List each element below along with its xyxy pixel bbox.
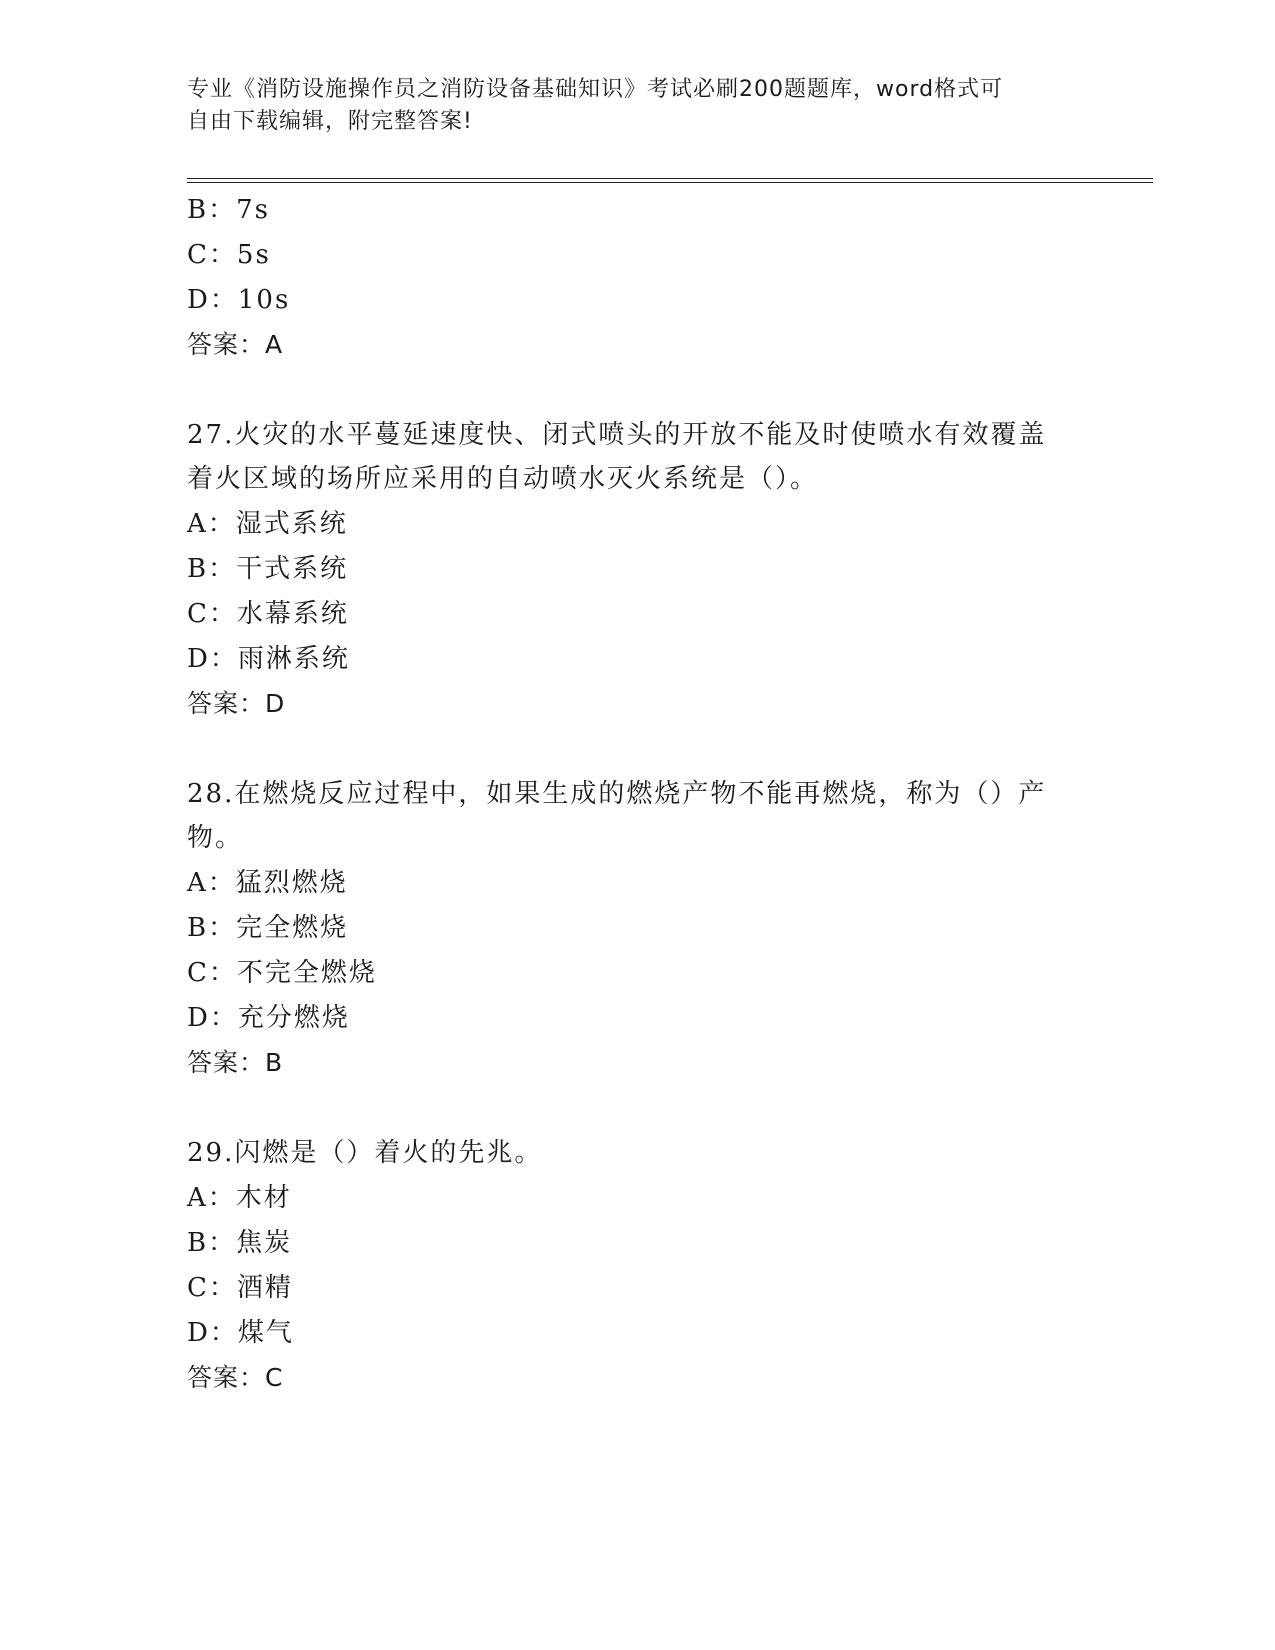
option-a: A：木材 [187, 1183, 292, 1213]
option-c: C：酒精 [187, 1273, 293, 1303]
option-c: C：5s [187, 240, 271, 270]
question-stem-line: 27.火灾的水平蔓延速度快、闭式喷头的开放不能及时使喷水有效覆盖 [187, 420, 1047, 450]
option-b: B：7s [187, 195, 270, 225]
document-header [187, 74, 1067, 138]
header-line-2: 自由下载编辑，附完整答案! [187, 109, 473, 134]
option-b: B：完全燃烧 [187, 913, 349, 943]
header-divider-bottom [187, 182, 1153, 183]
answer-line: 答案：A [187, 330, 284, 359]
option-d: D：煤气 [187, 1318, 294, 1348]
question-stem-line: 29.闪燃是（）着火的先兆。 [187, 1138, 543, 1168]
header-divider-top [187, 178, 1153, 179]
answer-line: 答案：D [187, 689, 286, 718]
header-line-1: 专业《消防设施操作员之消防设备基础知识》考试必刷200题题库，word格式可 [187, 77, 1004, 102]
option-a: A：湿式系统 [187, 509, 348, 539]
answer-line: 答案：C [187, 1363, 284, 1392]
option-b: B：焦炭 [187, 1228, 293, 1258]
question-stem-line: 物。 [187, 823, 244, 853]
answer-line: 答案：B [187, 1048, 284, 1077]
question-stem-line: 着火区域的场所应采用的自动喷水灭火系统是（）。 [187, 464, 819, 494]
question-stem-line: 28.在燃烧反应过程中，如果生成的燃烧产物不能再燃烧，称为（）产 [187, 779, 1047, 809]
option-d: D：雨淋系统 [187, 644, 350, 674]
option-c: C：不完全燃烧 [187, 958, 377, 988]
option-c: C：水幕系统 [187, 599, 349, 629]
option-d: D：10s [187, 285, 291, 315]
option-a: A：猛烈燃烧 [187, 868, 348, 898]
option-b: B：干式系统 [187, 554, 349, 584]
option-d: D：充分燃烧 [187, 1003, 350, 1033]
